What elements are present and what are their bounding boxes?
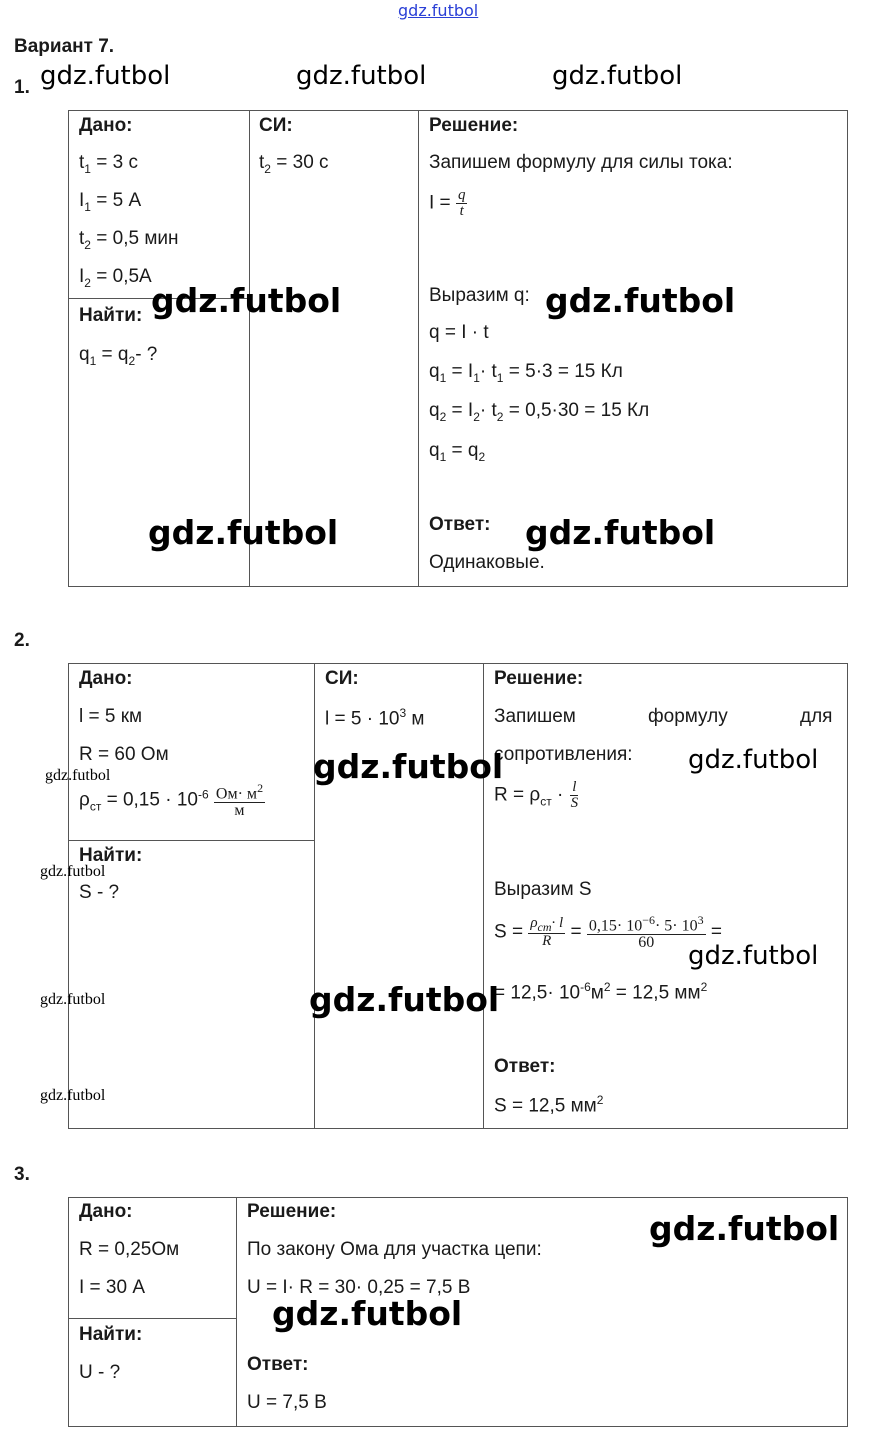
given-t2: $t_2 = 0,5$ мин: [79, 228, 179, 252]
answer-header: Ответ:: [429, 514, 491, 535]
variant-title: Вариант 7.: [14, 36, 115, 57]
si-header: СИ:: [259, 115, 293, 136]
find-area: S - ?: [79, 882, 120, 903]
watermark: gdz.futbol: [40, 61, 171, 91]
find-header: Найти:: [79, 305, 143, 326]
watermark: gdz.futbol: [552, 61, 683, 91]
solution-q2: $q_2 = I_2\cdot t_2 = 0,5\cdot 30 = 15$ Кл: [429, 400, 650, 424]
solution-line: По закону Ома для участка цепи:: [247, 1239, 542, 1260]
answer-value: Одинаковые.: [429, 552, 545, 573]
given-length: l = 5 км: [79, 706, 143, 727]
find-header: Найти:: [79, 1324, 143, 1345]
solution-line: q = I · t: [429, 322, 489, 343]
formula-resistance: $R = \rho_{ст}$ · $\frac{l}{S}$: [494, 779, 579, 811]
answer-value: U = 7,5 В: [247, 1392, 327, 1413]
given-resistance: R = 0,25Ом: [79, 1239, 180, 1260]
given-resistivity: $\rho_{ст} = 0,15 \cdot 10^{-6}$ $\frac{Ом\cdot м^2}{м}$: [79, 781, 264, 820]
watermark: gdz.futbol: [296, 61, 427, 91]
solution-q-equal: $q_1 = q_2$: [429, 440, 486, 464]
problem-2-number: 2.: [14, 630, 30, 651]
given-current: I = 30 А: [79, 1277, 146, 1298]
si-t2: $t_2 = 30$ с: [259, 152, 329, 176]
watermark: gdz.futbol: [313, 747, 504, 786]
watermark: gdz.futbol: [309, 980, 500, 1019]
find-voltage: U - ?: [79, 1362, 121, 1383]
solution-line: U = I· R = 30· 0,25 = 7,5 В: [247, 1277, 471, 1298]
formula-current: I = $\frac{q}{t}$: [429, 187, 466, 219]
solution-line: Выразим S: [494, 879, 592, 900]
si-header: СИ:: [325, 668, 359, 689]
formula-area: S = $\frac{\rho_{ст}\cdot l}{R}$ = $\frac{0,15\cdot 10^{-6}\cdot 5\cdot 10^3}{60}$ =: [494, 913, 722, 952]
problem-1-number: 1.: [14, 77, 30, 98]
formula-area-result: = $12,5\cdot 10^{-6}м^2 = 12,5$ $мм^2$: [494, 980, 708, 1004]
watermark: gdz.futbol: [148, 513, 339, 552]
watermark: gdz.futbol: [40, 1087, 106, 1104]
solution-line: Выразим q:: [429, 285, 530, 306]
solution-word: формулу: [648, 706, 728, 727]
si-length: $l = 5 \cdot 10^3$ м: [325, 706, 425, 730]
given-header: Дано:: [79, 115, 133, 136]
watermark: gdz.futbol: [649, 1209, 840, 1248]
watermark: gdz.futbol: [40, 863, 106, 880]
given-t1: $t_1 = 3$ с: [79, 152, 138, 176]
given-header: Дано:: [79, 668, 133, 689]
solution-word: Запишем: [494, 706, 576, 727]
given-header: Дано:: [79, 1201, 133, 1222]
watermark: gdz.futbol: [688, 745, 819, 775]
watermark: gdz.futbol: [272, 1294, 463, 1333]
find-q: $q_1 = q_2-$ ?: [79, 344, 158, 368]
solution-line: Запишем формулу для силы тока:: [429, 152, 733, 173]
answer-value: S = 12,5 $мм^2$: [494, 1093, 604, 1117]
solution-q1: $q_1 = I_1\cdot t_1 = 5\cdot 3 = 15$ Кл: [429, 361, 623, 385]
solution-header: Решение:: [247, 1201, 337, 1222]
problem-3-number: 3.: [14, 1164, 30, 1185]
answer-header: Ответ:: [247, 1354, 309, 1375]
watermark: gdz.futbol: [688, 941, 819, 971]
watermark: gdz.futbol: [525, 513, 716, 552]
given-resistance: R = 60 Ом: [79, 744, 169, 765]
watermark: gdz.futbol: [40, 991, 106, 1008]
given-i2: $I_2 = 0,5А$: [79, 266, 152, 290]
solution-header: Решение:: [494, 668, 584, 689]
watermark: gdz.futbol: [545, 281, 736, 320]
watermark-top[interactable]: gdz.futbol: [398, 1, 479, 20]
find-header: Найти:: [79, 845, 143, 866]
solution-word: для: [800, 706, 833, 727]
solution-header: Решение:: [429, 115, 519, 136]
watermark: gdz.futbol: [151, 281, 342, 320]
given-i1: $I_1 = 5$ А: [79, 190, 142, 214]
answer-header: Ответ:: [494, 1056, 556, 1077]
solution-word: сопротивления:: [494, 744, 633, 765]
watermark: gdz.futbol: [45, 767, 111, 784]
